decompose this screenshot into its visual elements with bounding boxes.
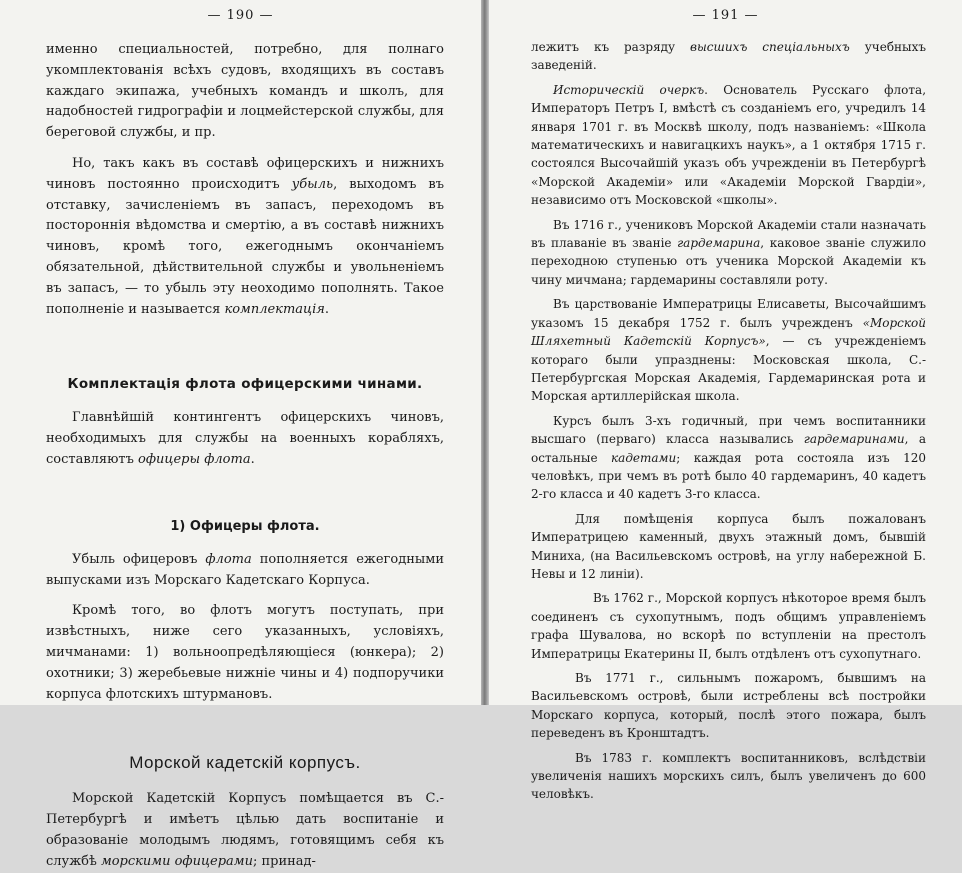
paragraph — [46, 408, 444, 470]
italic-term: флота — [205, 551, 252, 567]
text-run: учебныхъ заведеній. — [531, 40, 927, 73]
italic-term: высшихъ спеціальныхъ — [690, 40, 850, 54]
text-run: ; каждая рота состояла изъ 120 человѣкъ, при чемъ въ ротѣ было 40 гардемаринъ, 40 кадетъ 2-го класса и 40 кадетъ 3-го класса. — [531, 450, 926, 502]
text-run: Убыль офицеровъ — [72, 551, 206, 567]
text-run: , а остальные — [531, 432, 926, 465]
paragraph: Въ 1762 г., Морской корпусъ нѣкоторое время былъ соединенъ съ сухопутнымъ, подъ общимъ управленіемъ графа Шувалова, но вскорѣ по вступленіи на престолъ Императрицы Екатерины II, былъ отдѣленъ отъ сухопутнаго. — [531, 591, 926, 661]
paragraph: Въ 1783 г. комплектъ воспитанниковъ, вслѣдствіи увеличенія нашихъ морскихъ силъ, былъ увеличенъ до 600 человѣкъ. — [531, 750, 926, 802]
italic-term: офицеры флота — [138, 451, 251, 467]
text-run: лежитъ къ разряду — [531, 40, 691, 54]
text-run: , выходомъ въ отставку, зачисленіемъ въ запасъ, переходомъ въ постороннія вѣдомства и смертію, а въ составѣ нижнихъ чиновъ, кромѣ того, ежегоднымъ окончаніемъ обязательной, дѣйствительной службы и увольненіемъ въ запасъ, — то убыль эту неоходимо пополнять. Такое пополненіе и называется — [46, 176, 444, 317]
subsection-heading: 1) Офицеры флота. — [170, 518, 320, 534]
paragraph: Въ 1771 г., сильнымъ пожаромъ, бывшимъ на Васильевскомъ островѣ, были истреблены всѣ постройки Морскаго корпуса, который, послѣ этого пожара, былъ переведенъ въ Кронштадтъ. — [531, 671, 926, 741]
text-run: Въ 1716 г., учениковъ Морской Академіи стали назначать въ плаваніе въ званіе — [531, 217, 926, 251]
section-heading: Комплектація флота офицерскими чинами. — [67, 376, 423, 393]
italic-term: морскими офицерами — [100, 853, 253, 869]
text-run: Но, такъ какъ въ составѣ офицерскихъ и нижнихъ чиновъ постоянно происходитъ — [46, 155, 444, 192]
paragraph — [531, 216, 926, 290]
italic-term: Историческій очеркъ — [553, 82, 705, 97]
text-run: . Основатель Русскаго флота, Императоръ Петръ I, вмѣстѣ съ созданіемъ его, учредилъ 14 января 1701 г. въ Москвѣ школу, подъ названіемъ: «Школа математическихъ и навигацкихъ наукъ», а 1 октября 1715 г. состоялся Высочайшій указъ объ учрежденіи въ Петербургѣ «Морской Академіи» или «Академіи Морской Гвардіи», независимо отъ Московской «школы». — [531, 82, 927, 208]
italic-term: кадетами — [611, 450, 677, 465]
page-number: — 190 — — [207, 8, 274, 23]
text-run: Морской Кадетскій Корпусъ помѣщается въ С.-Петербургѣ и имѣетъ цѣлью дать воспитаніе и образованіе молодымъ людямъ, готовящимъ себя къ службѣ — [46, 791, 444, 869]
left-page-content — [46, 40, 444, 873]
paragraph — [46, 154, 444, 320]
paragraph: именно специальностей, потребно, для полнаго укомплектованія всѣхъ судовъ, входящихъ въ составъ каждаго экипажа, учебныхъ командъ и школъ, для надобностей гидрографіи и лоцмейстерской службы, для береговой службы, и пр. — [46, 42, 444, 141]
italic-term: гардемарина — [677, 236, 761, 251]
text-run: Курсъ былъ 3-хъ годичный, при чемъ воспитанники высшаго (перваго) класса назывались — [531, 413, 926, 447]
paragraph — [531, 81, 926, 210]
italic-term: убыль — [291, 176, 334, 192]
paragraph — [531, 295, 926, 405]
page-number: — 191 — — [692, 8, 759, 23]
section-heading: Морской кадетскій корпусъ. — [129, 753, 361, 773]
text-run: Въ царствованіе Императрицы Елисаветы, Высочайшимъ указомъ 15 декабря 1752 г. былъ учрежденъ — [531, 297, 926, 330]
italic-term: «Морской Шляхетный Кадетскій Корпусъ» — [531, 315, 926, 349]
text-run: . — [324, 301, 329, 317]
italic-term: комплектація — [224, 301, 325, 317]
text-run: , каковое званіе служило переходною ступенью отъ ученика Морской Академіи къ чину мичмана; гардемарины составляли роту. — [531, 236, 926, 287]
paragraph — [531, 38, 926, 75]
text-run: пополняется ежегодными выпусками изъ Морскаго Кадетскаго Корпуса. — [46, 551, 444, 588]
paragraph — [46, 789, 444, 872]
right-page — [489, 0, 962, 802]
left-page — [0, 0, 481, 869]
text-run: . — [250, 451, 255, 467]
text-run: ; принад- — [252, 853, 316, 869]
paragraph: Для помѣщенія корпуса былъ пожалованъ Императрицею каменный, двухъ этажный домъ, бывшій Миниха, (на Васильевскомъ островѣ, на углу набережной Б. Невы и 12 линіи). — [531, 511, 926, 581]
paragraph — [531, 412, 926, 504]
paragraph: Кромѣ того, во флотъ могутъ поступать, при извѣстныхъ, ниже сего указанныхъ, условіяхъ, мичманами: 1) вольноопредѣляющіеся (юнкера); 2) охотники; 3) жеребьевые нижніе чины и 4) подпоручики корпуса флотскихъ штурмановъ. — [46, 603, 444, 702]
text-run: , — съ учрежденіемъ котораго были упразднены: Московская школа, С.-Петербургская Морская Академія, Гардемаринская рота и Морская артиллерійская школа. — [531, 334, 926, 404]
right-page-content — [531, 38, 926, 804]
text-run: Главнѣйшій контингентъ офицерскихъ чиновъ, необходимыхъ для службы на военныхъ корабляхъ, составляютъ — [46, 410, 444, 467]
book-gutter — [481, 0, 489, 705]
paragraph — [46, 550, 444, 592]
italic-term: гардемаринами — [803, 432, 905, 447]
